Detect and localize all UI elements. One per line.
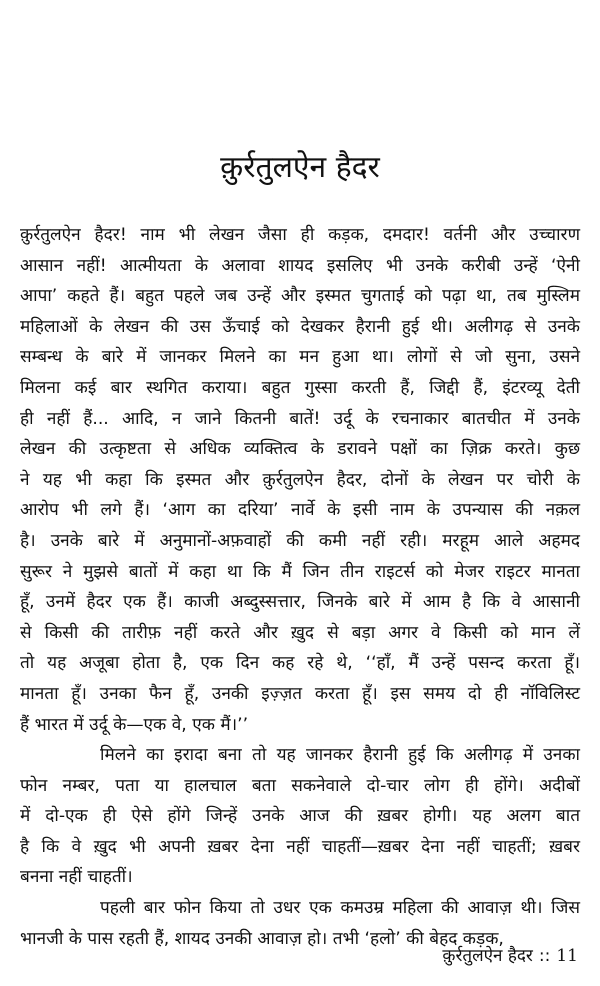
text-line: मानता हूँ। उनका फैन हूँ, उनकी इज़्ज़त करता हूँ। इस समय दो ही नॉविलिस्ट [20, 683, 580, 704]
text-line: भानजी के पास रहती हैं, शायद उनकी आवाज़ हो। तभी ‘हलो’ की बेहद कड़क, [20, 928, 504, 949]
text-line: आरोप भी लगे हैं। ‘आग का दरिया’ नार्वे के इसी नाम के उपन्यास की नक़ल [20, 500, 580, 521]
footer-separator: :: [538, 946, 551, 966]
text-line: सम्बन्ध के बारे में जानकर मिलने का मन हुआ था। लोगों से जो सुना, उसने [20, 347, 580, 368]
text-line: तो यह अजूबा होता है, एक दिन कह रहे थे, ‘‘हाँ, मैं उन्हें पसन्द करता हूँ। [20, 653, 580, 674]
text-line: क़ुर्रतुलऐन हैदर! नाम भी लेखन जैसा ही कड़क, दमदार! वर्तनी और उच्चारण [20, 225, 580, 245]
body-text [20, 220, 580, 954]
text-line: हैं भारत में उर्दू के—एक वे, एक मैं।’’ [20, 714, 249, 735]
running-title: क़ुर्रतुलऐन हैदर [442, 946, 533, 966]
text-line: सुरूर ने मुझसे बातों में कहा था कि मैं जिन तीन राइटर्स को मेजर राइटर मानता [20, 561, 580, 582]
text-line: बनना नहीं चाहतीं। [20, 867, 133, 888]
page-number: 11 [556, 946, 578, 966]
paragraph [20, 740, 580, 893]
chapter-title: क़ुर्रतुलऐन हैदर [220, 150, 380, 186]
text-line: ने यह भी कहा कि इस्मत और क़ुर्रतुलऐन हैदर, दोनों के लेखन पर चोरी के [20, 469, 580, 490]
page-footer [442, 944, 578, 968]
text-line: फोन नम्बर, पता या हालचाल बता सकनेवाले दो-चार लोग ही होंगे। अदीबों [20, 775, 580, 796]
text-line: महिलाओं के लेखन की उस ऊँचाई को देखकर हैरानी हुई थी। अलीगढ़ से उनके [20, 316, 580, 337]
text-line: मिलना कई बार स्थगित कराया। बहुत गुस्सा करती हैं, जिद्दी हैं, इंटरव्यू देती [20, 377, 580, 398]
text-line: हूँ, उनमें हैदर एक हैं। काजी अब्दुस्सत्तार, जिनके बारे में आम है कि वे आसानी [20, 592, 580, 613]
text-line: है कि वे ख़ुद भी अपनी ख़बर देना नहीं चाहतीं—ख़बर देना नहीं चाहतीं; ख़बर [20, 836, 580, 857]
paragraph [20, 220, 580, 740]
text-line: है। उनके बारे में अनुमानों-अफ़वाहों की कमी नहीं रही। मरहूम आले अहमद [20, 530, 580, 551]
text-line: से किसी की तारीफ़ नहीं करते और ख़ुद से बड़ा अगर वे किसी को मान लें [20, 622, 580, 643]
text-line: लेखन की उत्कृष्टता से अधिक व्यक्तित्व के डरावने पक्षों का ज़िक्र करते। कुछ [20, 439, 580, 460]
text-line: ही नहीं हैं... आदि, न जाने कितनी बातें! उर्दू के रचनाकार बातचीत में उनके [20, 408, 580, 429]
text-line: मिलने का इरादा बना तो यह जानकर हैरानी हुई कि अलीगढ़ में उनका [100, 745, 580, 766]
text-line: आसान नहीं! आत्मीयता के अलावा शायद इसलिए भी उनके करीबी उन्हें ‘ऐनी [20, 255, 580, 276]
text-line: आपा’ कहते हैं। बहुत पहले जब उन्हें और इस्मत चुगताई को पढ़ा था, तब मुस्लिम [20, 286, 580, 307]
text-line: पहली बार फोन किया तो उधर एक कमउम्र महिला की आवाज़ थी। जिस [100, 898, 580, 919]
text-line: में दो-एक ही ऐसे होंगे जिन्हें उनके आज की ख़बर होगी। यह अलग बात [20, 806, 580, 827]
